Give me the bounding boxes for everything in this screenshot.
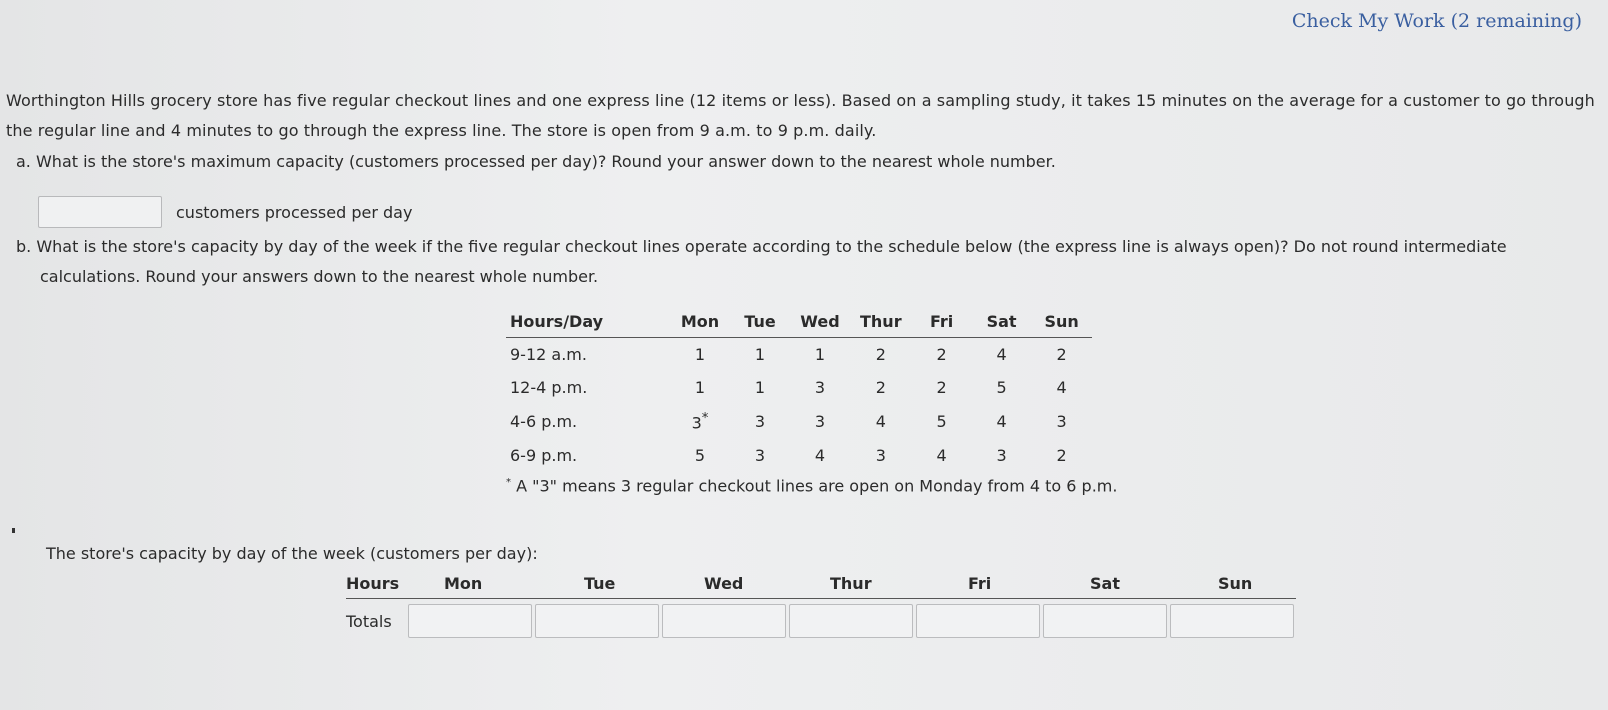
schedule-cell: 3 [814, 378, 826, 397]
capacity-totals-row [346, 604, 1297, 638]
schedule-cell: 4 [936, 446, 947, 466]
totals-label: Totals [346, 611, 392, 631]
schedule-cell: 3 [814, 412, 826, 432]
schedule-cell: 1 [754, 345, 766, 364]
capacity-header: Sat [1090, 574, 1120, 593]
schedule-cell: 2 [936, 345, 947, 364]
sun-total-input[interactable] [1170, 604, 1294, 638]
answer-a-row [38, 196, 412, 228]
schedule-cell: 3 [996, 446, 1007, 466]
schedule-cell: 2 [875, 345, 886, 364]
question-a: a. What is the store's maximum capacity (customers processed per day)? Round your answer down to the nearest whole number. [16, 152, 1056, 171]
schedule-header-row [506, 308, 1092, 338]
schedule-row [506, 404, 1092, 439]
answer-a-unit: customers processed per day [176, 202, 413, 222]
schedule-cell: 5 [996, 378, 1007, 397]
question-b-line2: calculations. Round your answers down to the nearest whole number. [40, 267, 599, 286]
check-my-work-link[interactable]: Check My Work (2 remaining) [1291, 10, 1582, 32]
schedule-footnote [506, 468, 1126, 501]
schedule-cell: 2 [875, 378, 886, 397]
margin-mark [12, 528, 15, 533]
schedule-cell: 1 [694, 378, 706, 397]
problem-intro: Worthington Hills grocery store has five regular checkout lines and one express line (12 items or less). Based on a sampling study, it takes 15 minutes on the average for a customer to go through the regular line and 4 minutes to go through the express line. The store is open from 9 a.m. to 9 p.m. daily. [6, 91, 1595, 140]
max-capacity-input[interactable] [38, 196, 162, 228]
schedule-cell: 5 [936, 412, 947, 432]
schedule-row [506, 338, 1092, 372]
capacity-header: Mon [444, 574, 483, 593]
footnote-marker: * [701, 411, 709, 426]
schedule-cell: 4 [875, 412, 886, 432]
mon-total-input[interactable] [408, 604, 532, 638]
capacity-header: Thur [830, 574, 872, 593]
schedule-table [506, 308, 1092, 472]
schedule-cell: 4 [1056, 378, 1067, 397]
schedule-header: Wed [790, 308, 850, 338]
schedule-header: Mon [670, 308, 730, 338]
schedule-cell: 4-6 p.m. [510, 412, 578, 432]
schedule-cell: 4 [996, 345, 1007, 364]
sat-total-input[interactable] [1043, 604, 1167, 638]
wed-total-input[interactable] [662, 604, 786, 638]
schedule-cell: 4 [814, 446, 826, 466]
schedule-cell: 3 [875, 446, 886, 466]
schedule-cell: 1 [754, 378, 766, 397]
capacity-header: Hours [346, 574, 400, 593]
capacity-header: Wed [704, 574, 744, 593]
schedule-header: Sat [972, 308, 1032, 338]
schedule-cell: 2 [936, 378, 947, 397]
schedule-cell-with-footnote [670, 404, 730, 439]
schedule-cell: 5 [694, 446, 706, 466]
question-b-line1: b. What is the store's capacity by day of the week if the five regular checkout lines operate according to the schedule below (the express line is always open)? Do not round intermediate [16, 237, 1507, 256]
schedule-row [506, 371, 1092, 404]
schedule-cell: 2 [1056, 446, 1067, 466]
capacity-header: Sun [1218, 574, 1253, 593]
schedule-cell: 1 [694, 345, 706, 364]
schedule-header: Thur [850, 308, 912, 338]
capacity-header-row [346, 570, 1296, 599]
schedule-cell: 3 [754, 446, 766, 466]
schedule-header: Hours/Day [506, 308, 670, 338]
capacity-label: The store's capacity by day of the week (customers per day): [46, 544, 538, 563]
tue-total-input[interactable] [535, 604, 659, 638]
capacity-header: Fri [968, 574, 992, 593]
schedule-cell: 3 [691, 413, 702, 433]
schedule-header: Fri [912, 308, 972, 338]
schedule-cell: 6-9 p.m. [510, 446, 578, 466]
schedule-header: Sun [1032, 308, 1092, 338]
schedule-header: Tue [730, 308, 790, 338]
schedule-cell: 2 [1056, 345, 1067, 364]
schedule-cell: 3 [754, 412, 766, 432]
capacity-header: Tue [584, 574, 616, 593]
schedule-cell: 12-4 p.m. [510, 378, 588, 397]
schedule-cell: 1 [814, 345, 826, 364]
footnote-marker: * [506, 477, 511, 488]
question-b [16, 232, 1596, 292]
schedule-cell: 9-12 a.m. [510, 345, 587, 364]
thur-total-input[interactable] [789, 604, 913, 638]
footnote-text: A "3" means 3 regular checkout lines are open on Monday from 4 to 6 p.m. [516, 476, 1118, 496]
schedule-cell: 4 [996, 412, 1007, 432]
schedule-cell: 3 [1056, 412, 1067, 432]
fri-total-input[interactable] [916, 604, 1040, 638]
